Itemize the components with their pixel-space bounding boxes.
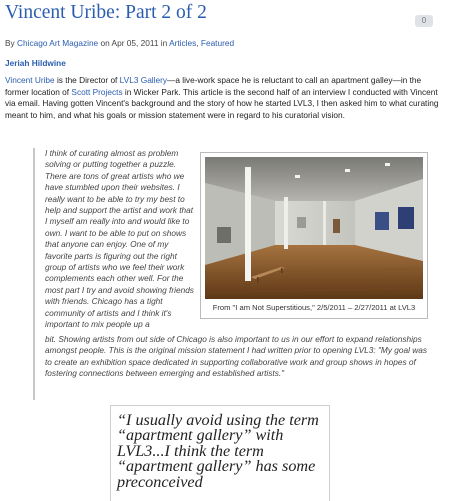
- article-title-link[interactable]: Vincent Uribe: Part 2 of 2: [5, 2, 207, 23]
- byline: [5, 38, 445, 48]
- pull-quote-text: “I usually avoid using the term “apartment gallery” with LVL3...I think the term “apartment gallery” has some preconceived: [117, 411, 319, 491]
- byline-sep: ,: [196, 38, 201, 48]
- blockquote-text-bottom: bit. Showing artists from out side of Chicago is also important to us in our effort to expand relationships amongst people. This is the original mission statement I had written prior to opening LVL3: "My goal was to create an exhibition space dedicated in supporting collaborative work and group shows in hopes of fostering connections between emerging and established artists.": [45, 334, 428, 379]
- photo-caption: From "I am Not Superstitious," 2/5/2011 – 2/27/2011 at LVL3: [212, 303, 416, 312]
- byline-prefix: By: [5, 38, 17, 48]
- lvl3-gallery-link[interactable]: LVL3 Gallery: [119, 75, 168, 85]
- author-name[interactable]: Jeriah Hildwine: [5, 58, 66, 68]
- gallery-room-image: [205, 157, 423, 299]
- vincent-uribe-link[interactable]: Vincent Uribe: [5, 75, 55, 85]
- intro-text-2: —a live-work space he is reluctant to call an apartment galley—in the former location of: [5, 75, 422, 97]
- comment-count-badge[interactable]: 0: [415, 15, 433, 27]
- publisher-link[interactable]: Chicago Art Magazine: [17, 38, 99, 48]
- gallery-photo[interactable]: [205, 157, 423, 299]
- pull-quote: [110, 405, 330, 501]
- scott-projects-link[interactable]: Scott Projects: [71, 86, 123, 97]
- category-featured-link[interactable]: Featured: [200, 38, 235, 48]
- category-articles-link[interactable]: Articles: [169, 38, 197, 48]
- article-title[interactable]: [5, 2, 400, 24]
- byline-date: on Apr 05, 2011 in: [98, 38, 170, 48]
- intro-text-1: is the Director of: [54, 75, 120, 85]
- gallery-photo-figure: [200, 152, 428, 319]
- intro-paragraph: [5, 75, 445, 121]
- intro-text-3: in Wicker Park. This article is the second half of an interview I conducted with Vincent via email. Having gotten Vincent's background and the story of how he started LVL3, I then asked him to what curating meant to him, and what his goals or mission statement were in regard to his curatorial vision.: [5, 86, 439, 120]
- blockquote-text-top: I think of curating almost as problem solving or putting together a puzzle. There are tons of great artists who we have stumbled upon their websites. I really want to be able to try my best to help and support the artist and work that I myself am really into and would like to own. I want to be able to put on shows that anyone can enjoy. One of my favorite parts is figuring out the right group of artists who we feel their work complements each other well. For the most part I try and avoid showing friends with friends. Chicago has a tight community of artists and I think it's important to mix people up a: [45, 148, 194, 330]
